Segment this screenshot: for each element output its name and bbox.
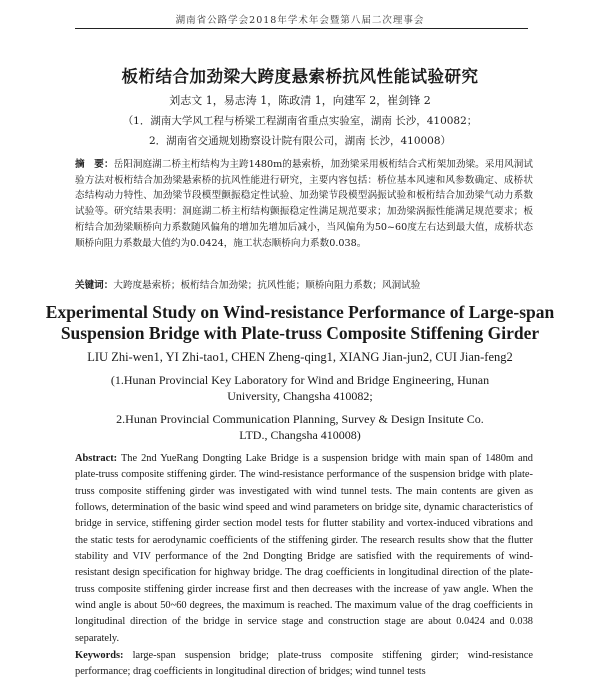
english-title: Experimental Study on Wind-resistance Performance of Large-span Suspension Bridge with Plate-truss Composite Stiffening Girder (45, 302, 555, 343)
chinese-affiliation-1: （1．湖南大学风工程与桥梁工程湖南省重点实验室，湖南 长沙，410082； (122, 115, 478, 127)
chinese-title: 板桁结合加劲梁大跨度悬索桥抗风性能试验研究 (121, 67, 479, 86)
chinese-affiliation-2: 2．湖南省交通规划勘察设计院有限公司，湖南 长沙，410008） (148, 135, 452, 147)
header-rule (75, 28, 528, 29)
chinese-keywords-text: 大跨度悬索桥；板桁结合加劲梁；抗风性能；顺桥向阻力系数；风洞试验 (113, 280, 421, 291)
english-affiliation-1: (1.Hunan Provincial Key Laboratory for Wind and Bridge Engineering, Hunan University, Changsha 410082; (110, 373, 490, 403)
english-abstract (75, 451, 533, 647)
english-keywords-label: Keywords: (75, 650, 124, 661)
english-affiliation-2: 2.Hunan Provincial Communication Planning, Survey & Design Insitute Co. LTD., Changsha 410008) (116, 412, 484, 442)
english-abstract-label: Abstract: (75, 453, 118, 464)
running-header: 湖南省公路学会2018年学术年会暨第八届二次理事会 (175, 15, 425, 26)
chinese-abstract-label: 摘 要： (75, 159, 114, 170)
chinese-keywords (75, 277, 533, 291)
chinese-authors: 刘志文 1，易志涛 1，陈政清 1，向建军 2，崔剑锋 2 (169, 94, 431, 107)
english-abstract-text: The 2nd YueRang Dongting Lake Bridge is a suspension bridge with main span of 1480m and plate-truss composite stiffening girder. The wind-resistance performance of the suspension bridge with plate-truss composite stiffening girder was investigated with wind tunnel tests. The main contents are given as follows, determination of the basic wind speed and wind parameters on bridge site, dynamic characteristics of bridge in service, stiffening girder section model tests for flutter stability and vortex-induced vibrations and the static tests for aerodynamic coefficients of the stiffening girder. The research results show that the flutter stability and VIV performance of the 2nd Dongting Bridge are satisfied with the requirements of wind-resistant design specification for highway bridge. The drag coefficients in longitudinal direction of the plate-truss composite stiffening girder increase first and then decreases with the increase of yaw angle. When the wind angle is about 50~60 degrees, the maximum is reached. The maximum value of the drag coefficients in longitudinal direction of the bridge in service stage and construction stage are about 0.0424 and 0.038 separately. (75, 453, 533, 644)
english-keywords (75, 648, 533, 679)
chinese-keywords-label: 关键词： (75, 280, 114, 291)
chinese-abstract-text: 岳阳洞庭湖二桥主桁结构为主跨1480m的悬索桥，加劲梁采用板桁结合式桁架加劲梁。采用风洞试验方法对板桁结合加劲梁悬索桥的抗风性能进行研究，主要内容包括：桥位基本风速和风参数确定、成桥状态结构动力特性、加劲梁节段模型颤振稳定性试验、加劲梁节段模型涡振试验和板桁结合加劲梁气动力系数试验等。研究结果表明：洞庭湖二桥主桁结构颤振稳定性满足规范要求；加劲梁涡振性能满足规范要求；板桁结合加劲梁顺桥向力系数随风偏角的增加先增加后减小，当风偏角为50~60度左右达到最大值，成桥状态顺桥向阻力系数最大值约为0.0424，施工状态顺桥向力系数0.038。 (75, 159, 533, 249)
chinese-abstract (75, 157, 533, 251)
english-authors: LIU Zhi-wen1, YI Zhi-tao1, CHEN Zheng-qing1, XIANG Jian-jun2, CUI Jian-feng2 (87, 350, 513, 364)
english-keywords-text: large-span suspension bridge; plate-truss composite stiffening girder; wind-resistance performance; drag coefficients in longitudinal direction of bridges; wind tunnel tests (75, 650, 533, 677)
